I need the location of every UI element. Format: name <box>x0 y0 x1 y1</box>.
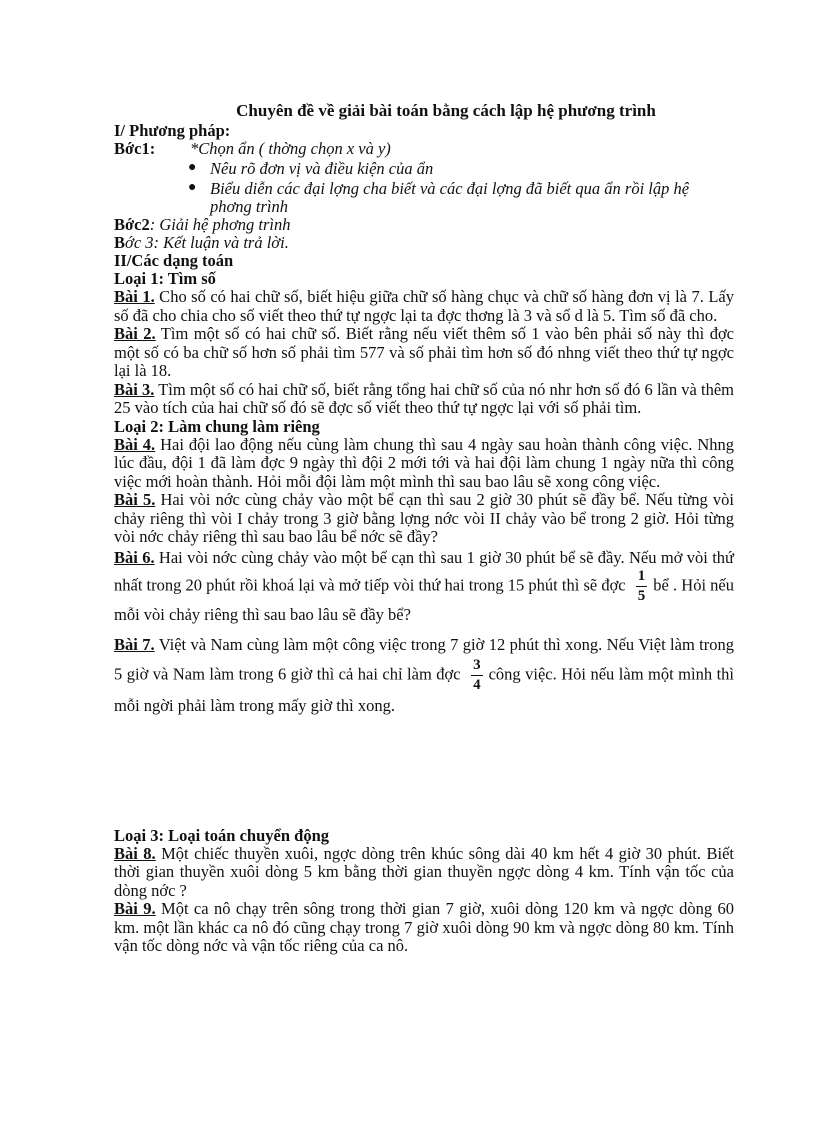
type-3-heading: Loại 3: Loại toán chuyển động <box>114 825 329 845</box>
bullet-text: Nêu rõ đơn vị và điều kiện của ẩn <box>210 159 434 178</box>
document-title: Chuyên đề về giải bài toán bằng cách lập hệ phương trình <box>236 101 656 120</box>
fraction-denominator: 4 <box>473 676 481 693</box>
step-1-first: *Chọn ẩn ( thờng chọn x và y) <box>190 139 391 158</box>
step-2-label: Bớc2 <box>114 215 150 234</box>
exercise-5-text: Hai vòi nớc cùng chảy vào một bể cạn thì sau 2 giờ 30 phút sẽ đầy bể. Nếu từng vòi chảy riêng thì vòi I chảy trong 3 giờ bằng lợng nớc vòi II chảy vào bể trong 2 giờ. Hỏi từng vòi nớc chảy riêng thì sau bao lâu bể nớc sẽ đầy? <box>114 490 734 546</box>
bullet-icon: ● <box>188 180 197 195</box>
fraction-numerator: 1 <box>636 569 648 587</box>
exercise-4-text: Hai đội lao động nếu cùng làm chung thì sau 4 ngày sau hoàn thành công việc. Nhng lúc đầu, đội 1 đã làm đợc 9 ngày thì đội 2 mới tới và hai đội làm chung 1 ngày nữa thì công việc mới hoàn thành. Hỏi mỗi đội làm một mình thì sau bao lâu sẽ xong công việc. <box>114 434 735 491</box>
type-1-heading: Loại 1: Tìm số <box>114 269 216 288</box>
fraction-one-fifth <box>636 569 648 604</box>
fraction-numerator: 3 <box>471 658 483 676</box>
exercise-6-tail: bể . Hỏi nếu mỗi vòi chảy riêng thì sau bao lâu sẽ đầy bể? <box>114 574 735 624</box>
exercise-7 <box>114 632 734 719</box>
exercise-2-text: Tìm một số có hai chữ số. Biết rằng nếu viết thêm số 1 vào bên phải số này thì đợc một số có ba chữ số hơn số phải tìm 577 và số phải tìm hơn số đó nhng viết theo thứ tự ngợc lại là 18. <box>114 324 734 380</box>
exercise-1 <box>114 288 734 325</box>
step-2 <box>114 216 734 234</box>
step-1 <box>114 140 734 158</box>
exercise-9-label: Bài 9. <box>114 899 156 918</box>
exercise-5 <box>114 491 734 547</box>
exercise-1-text: Cho số có hai chữ số, biết hiệu giữa chữ số hàng chục và chữ số hàng đơn vị là 7. Lấy số đã cho chia cho số viết theo thứ tự ngợc lại ta đợc thơng là 3 và số d là 5. Tìm số đã cho. <box>114 287 734 325</box>
bullet-text: Biểu diễn các đại lợng cha biết và các đại lợng đã biết qua ẩn rồi lập hệ phơng trình <box>210 179 690 216</box>
exercise-9-text: Một ca nô chạy trên sông trong thời gian 7 giờ, xuôi dòng 120 km và ngợc dòng 60 km. một lần khác ca nô đó cũng chạy trong 7 giờ xuôi dòng 90 km và ngợc dòng 80 km. Tính vận tốc dòng nớc và vận tốc riêng của ca nô. <box>114 899 734 955</box>
exercise-2-label: Bài 2. <box>114 324 156 343</box>
fraction-three-quarters <box>471 658 483 693</box>
step-2-text: : Giải hệ phơng trình <box>149 215 291 234</box>
exercise-1-label: Bài 1. <box>114 287 155 306</box>
exercise-4 <box>114 436 734 492</box>
exercise-7-label: Bài 7. <box>114 634 155 654</box>
step-1-bullet <box>186 180 734 216</box>
exercise-3-text: Tìm một số có hai chữ số, biết rằng tổng hai chữ số của nó nhr hơn số đó 6 lần và thêm 25 vào tích của hai chữ số đó sẽ đợc số viết theo thứ tự ngợc lại với số phải tìm. <box>114 379 734 417</box>
exercise-8-label: Bài 8. <box>114 843 156 863</box>
exercise-7-tail: công việc. Hỏi nếu làm một mình thì mỗi ngời phải làm trong mấy giờ thì xong. <box>114 663 735 715</box>
step-1-bullets <box>186 160 734 216</box>
step-3 <box>114 234 734 252</box>
step-1-label: Bớc1: <box>114 139 156 158</box>
exercise-8 <box>114 845 734 901</box>
step-1-bullet <box>186 160 734 178</box>
bullet-icon: ● <box>188 160 197 175</box>
exercise-5-label: Bài 5. <box>114 490 156 509</box>
fraction-denominator: 5 <box>637 587 646 604</box>
section-method-heading: I/ Phương pháp: <box>114 121 231 140</box>
exercise-6-label: Bài 6. <box>114 547 155 567</box>
document-page <box>114 100 734 956</box>
exercise-6-text: Hai vòi nớc cùng chảy vào một bể cạn thì sau 1 giờ 30 phút bể sẽ đầy. Nếu mở vòi thứ nhất trong 20 phút rồi khoá lại và mở tiếp vòi thứ hai trong 15 phút thì sẽ đợc <box>114 547 734 594</box>
exercise-8-text: Một chiếc thuyền xuôi, ngợc dòng trên khúc sông dài 40 km hết 4 giờ 30 phút. Biết thời gian thuyền xuôi dòng 5 km bằng thời gian thuyền ngợc dòng 4 km. Tính vận tốc của dòng nớc ? <box>114 843 734 900</box>
exercise-3 <box>114 381 734 418</box>
step-3-text: ớc 3: Kết luận và trả lời. <box>125 233 289 252</box>
exercise-2 <box>114 325 734 381</box>
type-2-heading: Loại 2: Làm chung làm riêng <box>114 416 320 436</box>
exercise-9 <box>114 900 734 956</box>
exercise-6 <box>114 547 734 626</box>
section-types-heading: II/Các dạng toán <box>114 251 234 270</box>
exercise-3-label: Bài 3. <box>114 379 155 399</box>
step-3-label: B <box>114 233 126 252</box>
exercise-4-label: Bài 4. <box>114 434 156 454</box>
exercise-7-text: Việt và Nam cùng làm một công việc trong 7 giờ 12 phút thì xong. Nếu Việt làm trong 5 giờ và Nam làm trong 6 giờ thì cả hai chỉ làm đợc <box>114 634 735 683</box>
